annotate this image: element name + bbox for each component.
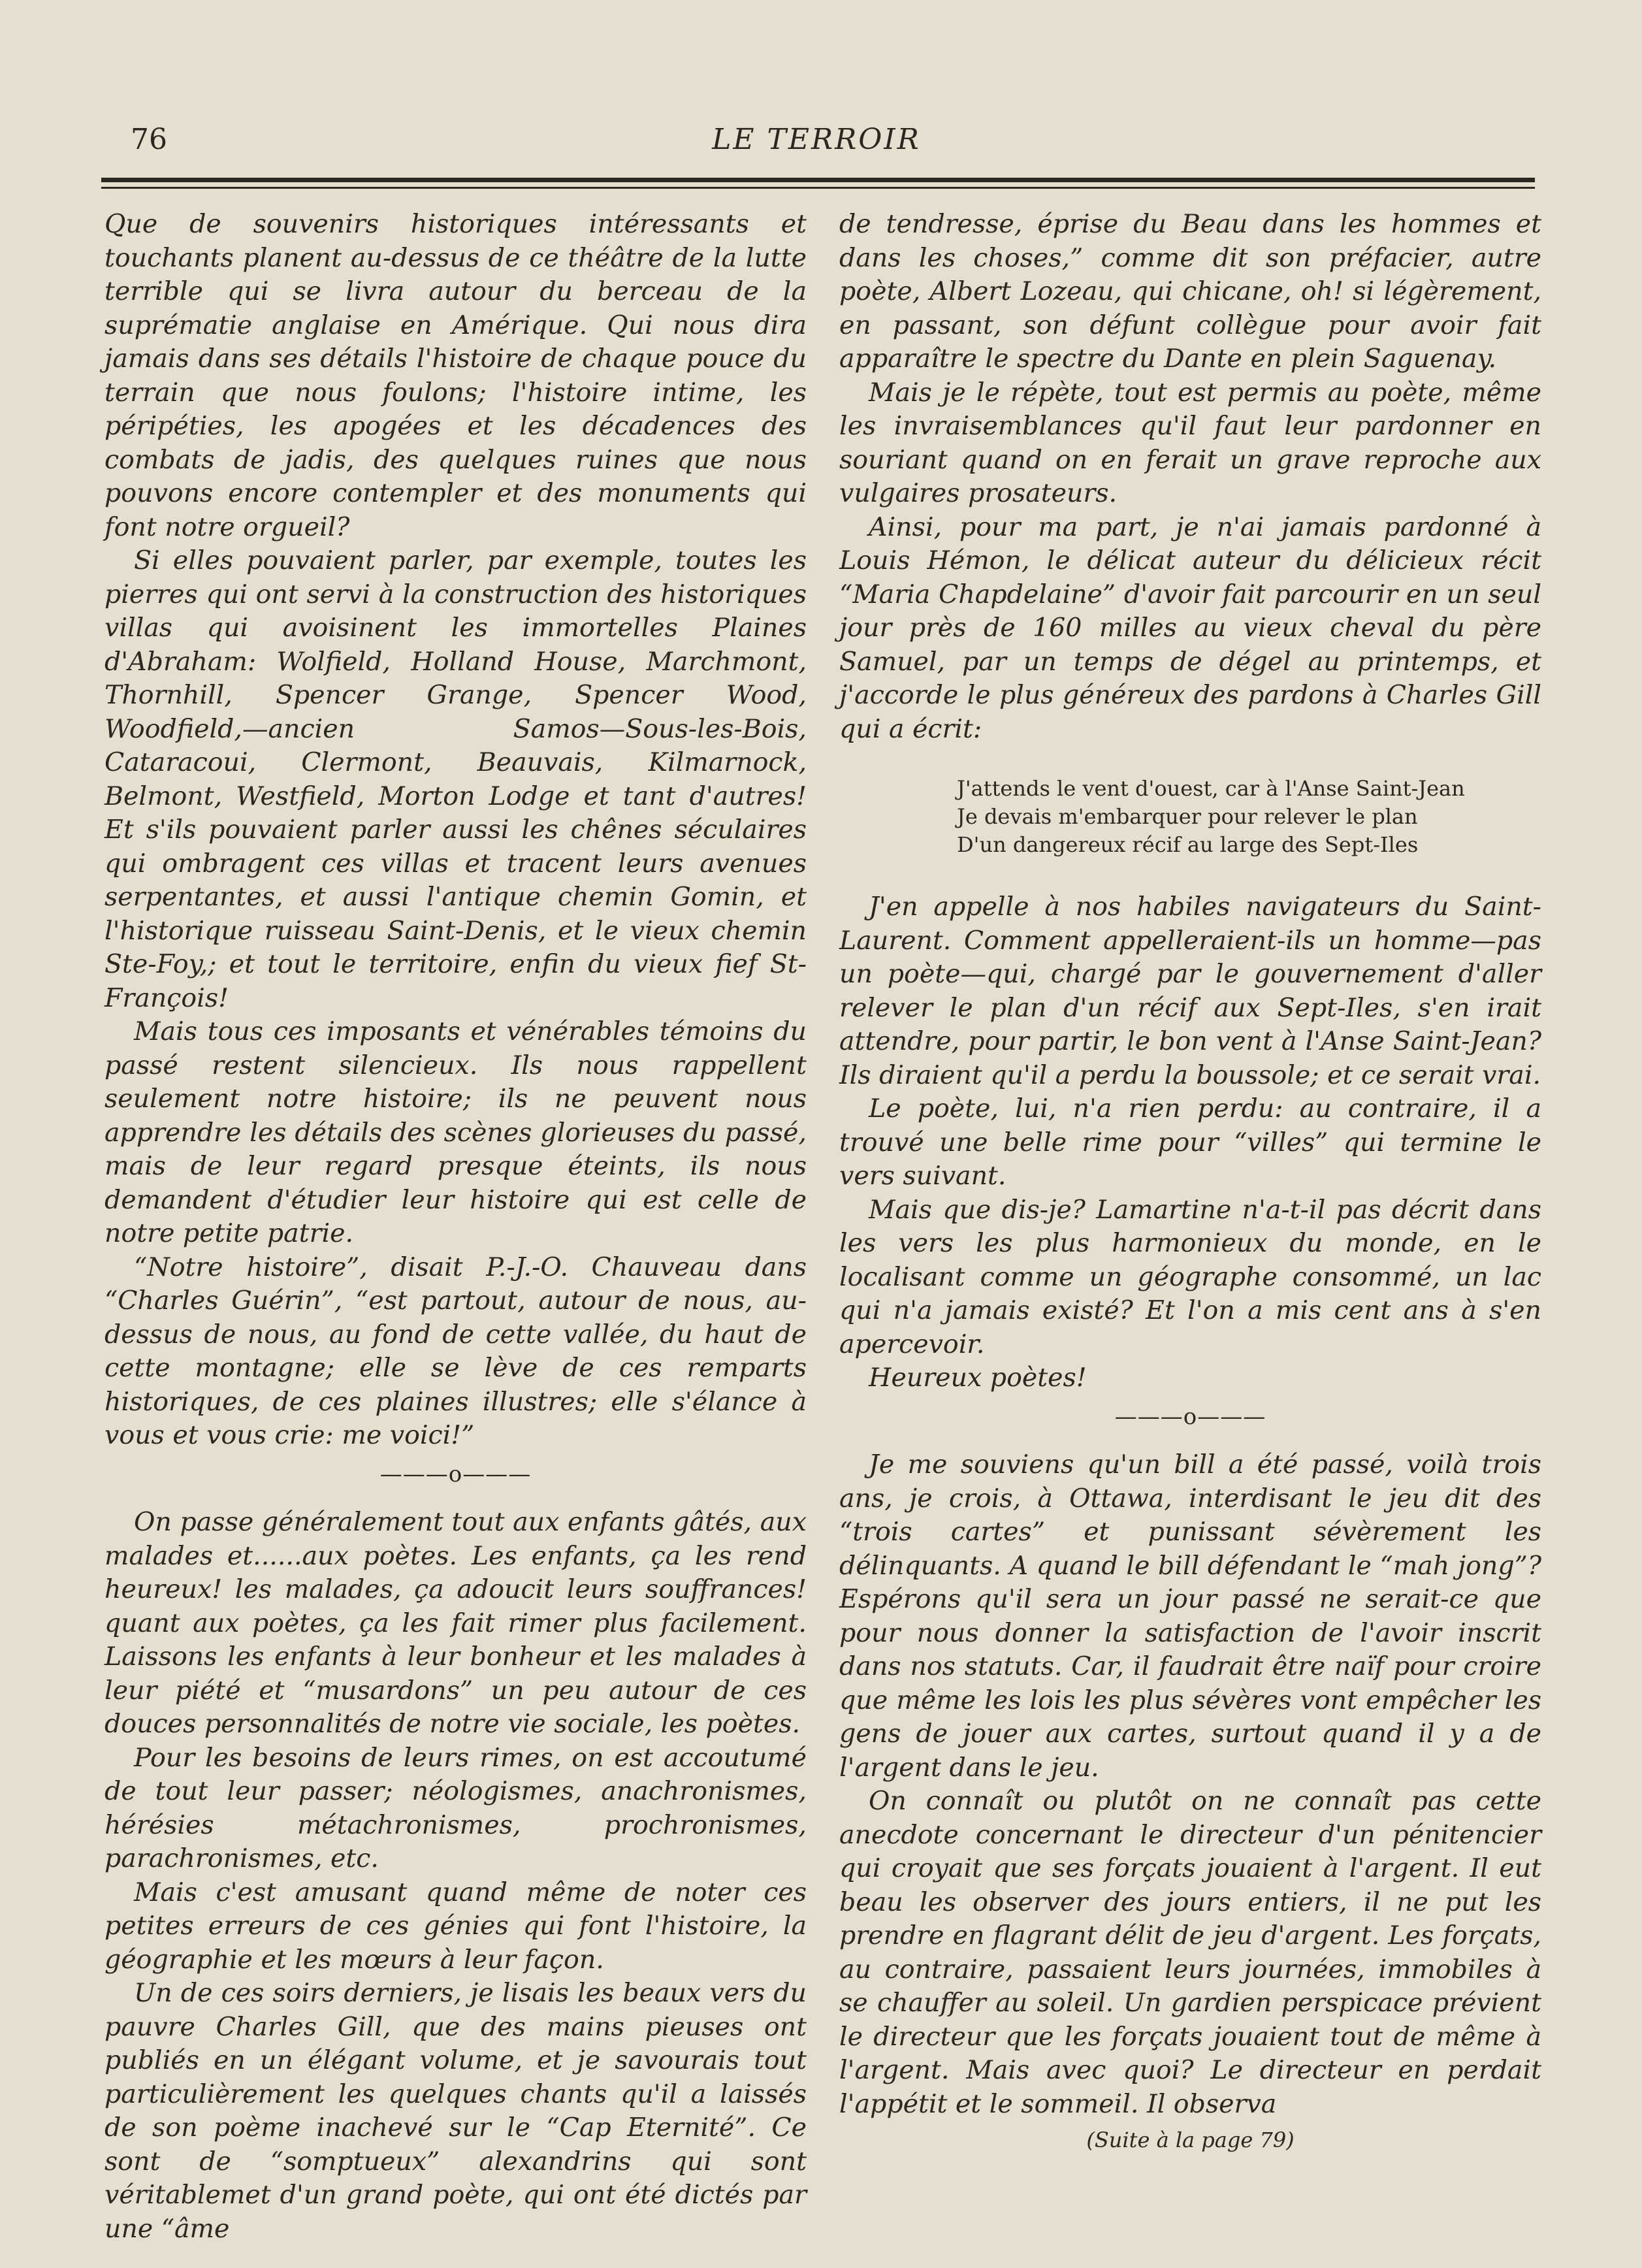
paragraph: Mais tous ces imposants et vénérables témoins du passé restent silencieux. Ils nous rappellent seulement notre histoire; ils ne peuvent nous apprendre les détails des scènes glorieuses du passé, mais de leur regard presque éteints, ils nous demandent d'étudier leur histoire qui est celle de notre petite patrie. bbox=[105, 1016, 807, 1248]
left-column bbox=[105, 208, 807, 2246]
running-title: LE TERROIR bbox=[712, 123, 921, 156]
paragraph: Le poète, lui, n'a rien perdu: au contraire, il a trouvé une belle rime pour “villes” qui termine le vers suivant. bbox=[839, 1094, 1541, 1191]
paragraph: Heureux poètes! bbox=[869, 1363, 1087, 1393]
paragraph: Pour les besoins de leurs rimes, on est accoutumé de tout leur passer; néologismes, anachronismes, hérésies métachronismes, prochronismes, parachronismes, etc. bbox=[105, 1742, 807, 1873]
text-columns bbox=[105, 208, 1561, 2244]
paragraph: Je me souviens qu'un bill a été passé, voilà trois ans, je crois, à Ottawa, interdisant le jeu dit des “trois cartes” et punissant sévèrement les délinquants. A quand le bill défendant le “mah jong”? Espérons qu'il sera un jour passé ne serait-ce que pour nous donner la satisfaction de l'avoir inscrit dans nos statuts. Car, il faudrait être naïf pour croire que même les lois les plus sévères vont empêcher les gens de jouer aux cartes, surtout quand il y a de l'argent dans le jeu. bbox=[839, 1450, 1541, 1783]
paragraph: Que de souvenirs historiques intéressants et touchants planent au-dessus de ce théâtre de la lutte terrible qui se livra autour du berceau de la suprématie anglaise en Amérique. Qui nous dira jamais dans ses détails l'histoire de chaque pouce du terrain que nous foulons; l'histoire intime, les péripéties, les apogées et les décadences des combats de jadis, des quelques ruines que nous pouvons encore contempler et des monuments qui font notre orgueil? bbox=[105, 209, 807, 542]
section-separator: ———o——— bbox=[379, 1461, 532, 1487]
poem-line: D'un dangereux récif au large des Sept-Iles bbox=[957, 832, 1419, 857]
continued-note: (Suite à la page 79) bbox=[1086, 2128, 1295, 2152]
paragraph: On passe généralement tout aux enfants gâtés, aux malades et......aux poètes. Les enfants, ça les rend heureux! les malades, ça adoucit leurs souffrances! quant aux poètes, ça les fait rimer plus facilement. Laissons les enfants à leur bonheur et les malades à leur piété et “musardons” un peu autour de ces douces personnalités de notre vie sociale, les poètes. bbox=[105, 1507, 807, 1739]
paragraph: de tendresse, éprise du Beau dans les hommes et dans les choses,” comme dit son préfacier, autre poète, Albert Lozeau, qui chicane, oh! si légèrement, en passant, son défunt collègue pour avoir fait apparaître le spectre du Dante en plein Saguenay. bbox=[839, 209, 1541, 374]
paragraph: Mais c'est amusant quand même de noter ces petites erreurs de ces génies qui font l'histoire, la géographie et les mœurs à leur façon. bbox=[105, 1877, 807, 1975]
paragraph: Mais je le répète, tout est permis au poète, même les invraisemblances qu'il faut leur pardonner en souriant quand on en ferait un grave reproche aux vulgaires prosateurs. bbox=[839, 377, 1541, 508]
header-rule-thin bbox=[101, 187, 1535, 189]
poem-line: Je devais m'embarquer pour relever le plan bbox=[957, 804, 1418, 829]
paragraph: Ainsi, pour ma part, je n'ai jamais pardonné à Louis Hémon, le délicat auteur du délicieux récit “Maria Chapdelaine” d'avoir fait parcourir en un seul jour près de 160 milles au vieux cheval du père Samuel, par un temps de dégel au printemps, et j'accorde le plus généreux des pardons à Charles Gill qui a écrit: bbox=[839, 511, 1541, 744]
page-header bbox=[98, 123, 1535, 169]
paragraph: Mais que dis-je? Lamartine n'a-t-il pas décrit dans les vers les plus harmonieux du monde, en le localisant comme un géographe consommé, un lac qui n'a jamais existé? Et l'on a mis cent ans à s'en apercevoir. bbox=[839, 1194, 1541, 1359]
poem-line: J'attends le vent d'ouest, car à l'Anse Saint-Jean bbox=[957, 776, 1465, 801]
paragraph: J'en appelle à nos habiles navigateurs du Saint-Laurent. Comment appelleraient-ils un homme—pas un poète—qui, chargé par le gouvernement d'aller relever le plan d'un récif aux Sept-Iles, s'en irait attendre, pour partir, le bon vent à l'Anse Saint-Jean? Ils diraient qu'il a perdu la boussole; et ce serait vrai. bbox=[839, 892, 1541, 1090]
section-separator: ———o——— bbox=[1114, 1403, 1266, 1430]
page-number: 76 bbox=[131, 123, 167, 156]
poem-quote bbox=[957, 775, 1541, 859]
header-rule-thick bbox=[101, 178, 1535, 182]
paragraph: “Notre histoire”, disait P.-J.-O. Chauveau dans “Charles Guérin”, “est partout, autour de nous, au-dessus de nous, au fond de cette vallée, du haut de cette montagne; elle se lève de ces remparts historiques, de ces plaines illustres; elle s'élance à vous et vous crie: me voici!” bbox=[105, 1252, 807, 1450]
paragraph: Si elles pouvaient parler, par exemple, toutes les pierres qui ont servi à la construction des historiques villas qui avoisinent les immortelles Plaines d'Abraham: Wolfield, Holland House, Marchmont, Thornhill, Spencer Grange, Spencer Wood, Woodfield,—ancien Samos—Sous-les-Bois, Cataracoui, Clermont, Beauvais, Kilmarnock, Belmont, Westfield, Morton Lodge et tant d'autres! Et s'ils pouvaient parler aussi les chênes séculaires qui ombragent ces villas et tracent leurs avenues serpentantes, et aussi l'antique chemin Gomin, et l'historique ruisseau Saint-Denis, et le vieux chemin Ste-Foy,; et tout le territoire, enfin du vieux fief St-François! bbox=[105, 545, 807, 1013]
right-column bbox=[839, 208, 1541, 2158]
paragraph: On connaît ou plutôt on ne connaît pas cette anecdote concernant le directeur d'un pénitencier qui croyait que ses forçats jouaient à l'argent. Il eut beau les observer des jours entiers, il ne put les prendre en flagrant délit de jeu d'argent. Les forçats, au contraire, passaient leurs journées, immobiles à se chauffer au soleil. Un gardien perspicace prévient le directeur que les forçats jouaient tout de même à l'argent. Mais avec quoi? Le directeur en perdait l'appétit et le sommeil. Il observa bbox=[839, 1786, 1541, 2119]
paragraph: Un de ces soirs derniers, je lisais les beaux vers du pauvre Charles Gill, que des mains pieuses ont publiés en un élégant volume, et je savourais tout particulièrement les quelques chants qu'il a laissés de son poème inachevé sur le “Cap Eternité”. Ce sont de “somptueux” alexandrins qui sont véritablemet d'un grand poète, qui ont été dictés par une “âme bbox=[105, 1978, 807, 2244]
